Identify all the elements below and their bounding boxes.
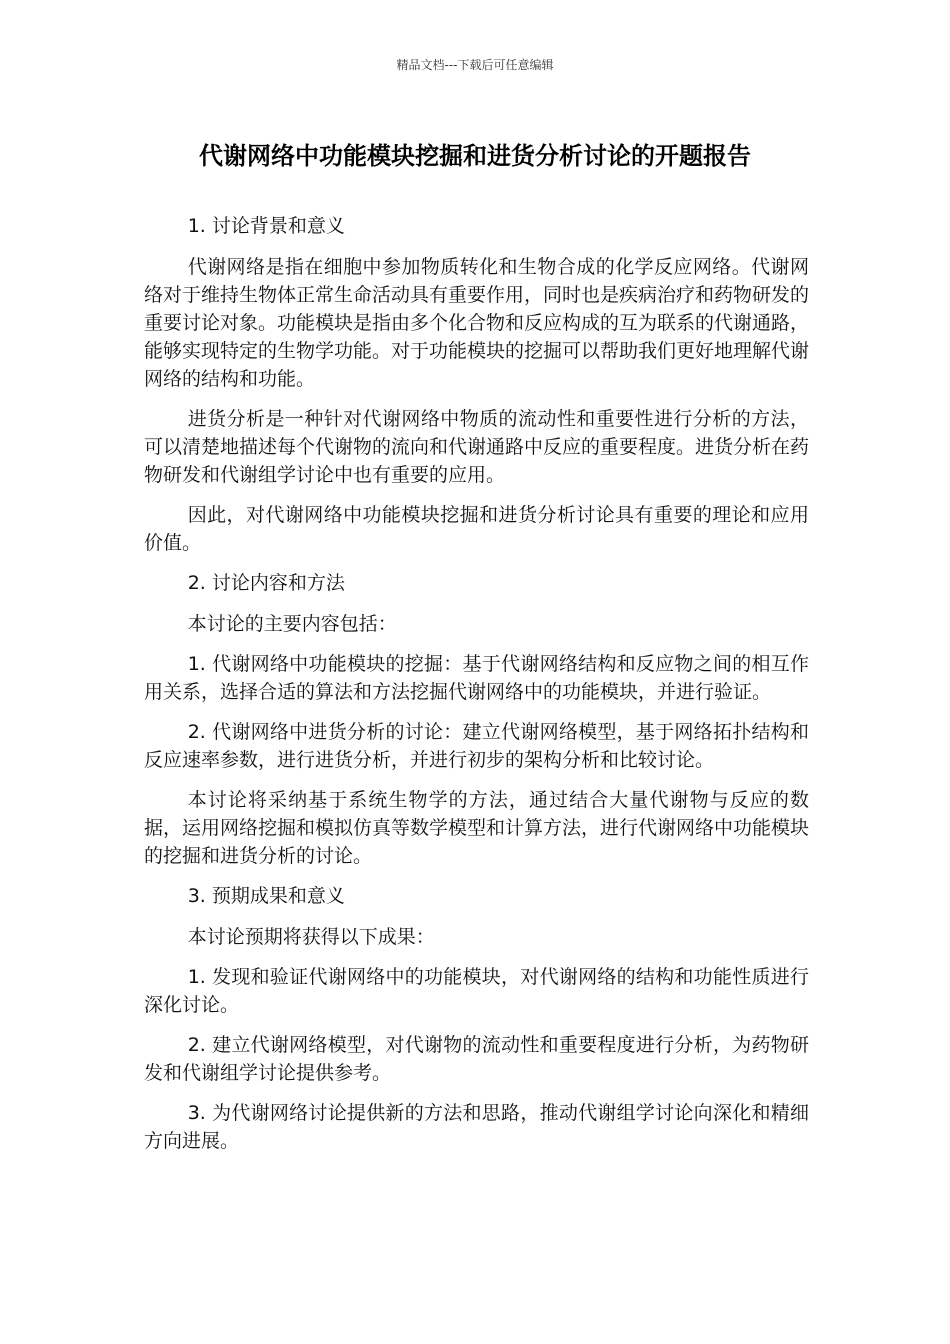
section-heading-background: 1. 讨论背景和意义: [187, 215, 345, 237]
paragraph-results-intro: 本讨论预期将获得以下成果：: [187, 926, 435, 948]
document-title: 代谢网络中功能模块挖掘和进货分析讨论的开题报告: [199, 142, 751, 170]
list-item-result-1: 1. 发现和验证代谢网络中的功能模块，对代谢网络的结构和功能性质进行深化讨论。: [144, 966, 809, 1016]
paragraph-metabolic-network: 代谢网络是指在细胞中参加物质转化和生物合成的化学反应网络。代谢网络对于维持生物体正常生命活动具有重要作用，同时也是疾病治疗和药物研发的重要讨论对象。功能模块是指由多个化合物和反应构成的互为联系的代谢通路，能够实现特定的生物学功能。对于功能模块的挖掘可以帮助我们更好地理解代谢网络的结构和功能。: [144, 256, 810, 390]
paragraph-flux-analysis: 进货分析是一种针对代谢网络中物质的流动性和重要性进行分析的方法，可以清楚地描述每个代谢物的流向和代谢通路中反应的重要程度。进货分析在药物研发和代谢组学讨论中也有重要的应用。: [144, 408, 810, 486]
paragraph-methods: 本讨论将采纳基于系统生物学的方法，通过结合大量代谢物与反应的数据，运用网络挖掘和模拟仿真等数学模型和计算方法，进行代谢网络中功能模块的挖掘和进货分析的讨论。: [144, 789, 810, 867]
list-item-flux-analysis: 2. 代谢网络中进货分析的讨论：建立代谢网络模型，基于网络拓扑结构和反应速率参数，进行进货分析，并进行初步的架构分析和比较讨论。: [144, 721, 809, 771]
section-heading-expected-results: 3. 预期成果和意义: [187, 885, 345, 907]
paragraph-significance: 因此，对代谢网络中功能模块挖掘和进货分析讨论具有重要的理论和应用价值。: [144, 504, 809, 554]
list-item-module-mining: 1. 代谢网络中功能模块的挖掘：基于代谢网络结构和反应物之间的相互作用关系，选择合适的算法和方法挖掘代谢网络中的功能模块，并进行验证。: [144, 653, 809, 703]
list-item-result-2: 2. 建立代谢网络模型，对代谢物的流动性和重要程度进行分析，为药物研发和代谢组学讨论提供参考。: [144, 1034, 809, 1084]
section-heading-content-methods: 2. 讨论内容和方法: [187, 572, 345, 594]
paragraph-main-content-intro: 本讨论的主要内容包括：: [187, 613, 397, 635]
page-header-watermark: 精品文档---下载后可任意编辑: [396, 58, 554, 72]
list-item-result-3: 3. 为代谢网络讨论提供新的方法和思路，推动代谢组学讨论向深化和精细方向进展。: [144, 1102, 809, 1152]
document-body: [144, 212, 809, 1167]
